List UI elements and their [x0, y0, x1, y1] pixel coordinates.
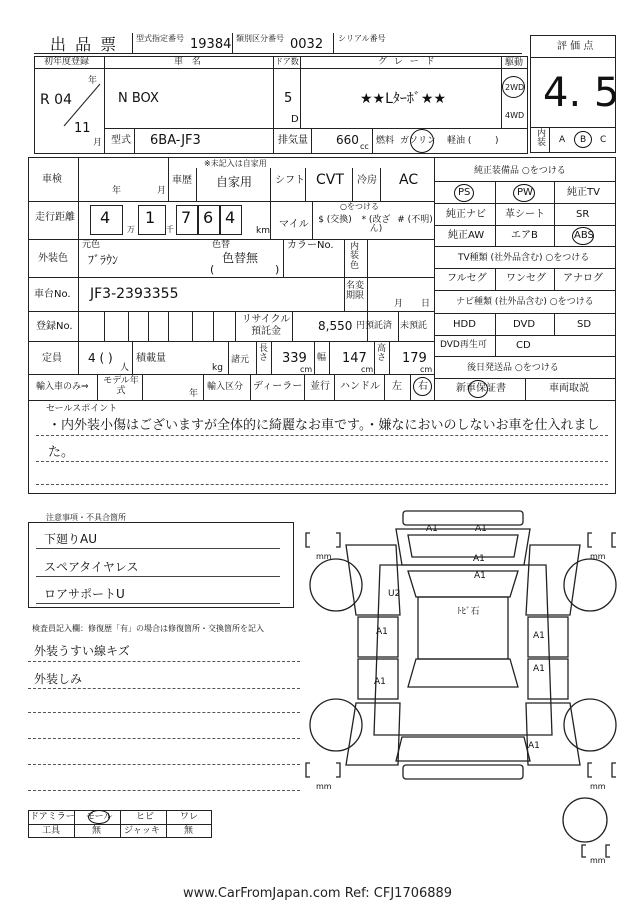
mark-left-front: U2	[388, 589, 401, 599]
mileage-digit-1: 4	[100, 208, 111, 227]
fuel-circle	[410, 129, 434, 153]
drive-2wd: 2WD	[505, 83, 525, 92]
model-label: 型式	[111, 135, 131, 146]
fuel-close: )	[495, 136, 499, 146]
equip-abs-circle	[572, 227, 594, 245]
grade-value: ★★Lﾀｰﾎﾞ★★	[360, 91, 447, 107]
mileage-digit-4: 6	[203, 208, 214, 227]
doors-value: 5	[284, 91, 293, 106]
color-change-paren-open: (	[210, 263, 215, 276]
color-no-label: カラーNo.	[287, 240, 334, 251]
reg-no-label: 登録No.	[36, 321, 73, 332]
sales-point-label: セールスポイント	[46, 404, 118, 414]
doors-sub: D	[291, 114, 299, 125]
meter-opt-unknown: # (不明)	[397, 215, 433, 225]
car-damage-diagram	[300, 505, 620, 865]
first-reg-year-unit: 年	[88, 76, 98, 86]
unregistered-note: ※未記入は自家用	[204, 159, 267, 168]
equip-airbag: エアB	[511, 230, 538, 241]
equip-leather: 革シート	[505, 209, 545, 220]
mark-left-door-1: A1	[376, 627, 388, 637]
recycle-status: 円預託済	[356, 321, 393, 331]
navi-dvd: DVD	[513, 319, 536, 330]
first-reg-year: R 04	[40, 92, 72, 108]
int-color-label: 内装色	[350, 242, 360, 271]
interior-grade-circle	[574, 131, 592, 148]
equip-abs: ABS	[574, 230, 594, 241]
docs-warranty-circle	[468, 380, 488, 398]
length-value: 339	[282, 351, 307, 366]
mark-windshield: ﾄﾋﾞ石	[457, 607, 480, 617]
category-label: 類別区分番号	[236, 34, 284, 43]
mile-label: マイル	[279, 219, 309, 230]
fuel-value: ガソリン	[400, 136, 437, 146]
acc-header-3: ヒビ	[136, 812, 155, 822]
dvd-playback: DVD再生可	[440, 340, 487, 350]
mileage-unit-sen: 千	[166, 225, 174, 234]
history-label: 車歴	[172, 175, 192, 186]
notes-label: 注意事項・不具合箇所	[46, 513, 126, 522]
shaken-year-unit: 年	[112, 186, 122, 196]
model-year-unit: 年	[189, 389, 199, 399]
equip-aw: 純正AW	[448, 230, 485, 241]
mileage-digit-5: 4	[225, 208, 236, 227]
shaken-month-unit: 月	[157, 186, 167, 196]
mm-spare: mm	[590, 856, 606, 865]
note-item-2: スペアタイヤレス	[44, 560, 139, 574]
ext-color-value: ﾌﾞﾗｳﾝ	[88, 253, 119, 267]
period-day: 日	[421, 299, 431, 309]
model-designation-value: 19384	[190, 37, 232, 52]
mm-rr: mm	[590, 782, 606, 791]
handle-right: 右	[418, 381, 428, 392]
mileage-unit-man: 万	[127, 225, 135, 234]
color-change-value: 色替無	[222, 251, 259, 265]
equip-sr: SR	[576, 209, 590, 220]
capacity-value: 4 ( )	[88, 351, 113, 365]
tv-oneseg: ワンセグ	[506, 273, 546, 284]
note-item-1: 下廻りAU	[44, 532, 97, 546]
acc-header-4: ワレ	[180, 812, 199, 822]
interior-grade-b: B	[580, 135, 587, 145]
document-title: 出 品 票	[50, 35, 119, 54]
color-change-label: 色替	[212, 240, 231, 250]
mark-left-door-2: A1	[374, 677, 386, 687]
ext-color-label: 外装色	[38, 253, 68, 264]
drive-label: 駆動	[505, 58, 524, 68]
mark-right-door-2: A1	[533, 664, 545, 674]
height-unit: cm	[420, 365, 433, 374]
model-designation-label: 型式指定番号	[136, 34, 184, 43]
chassis-label: 車台No.	[34, 289, 71, 300]
interior-grade-a: A	[559, 135, 566, 145]
dims-label: 諸元	[231, 355, 250, 365]
acc-row-3: ジャッキ	[124, 826, 160, 836]
first-reg-month-unit: 月	[93, 138, 103, 148]
meter-check-label: ○をつける	[340, 202, 379, 211]
parallel-label: 並行	[310, 381, 330, 392]
dealer-label: ディーラー	[253, 381, 303, 392]
doors-label: ドア数	[275, 57, 299, 66]
mileage-label: 走行距離	[35, 212, 75, 223]
handle-label: ハンドル	[340, 381, 380, 392]
drive-4wd: 4WD	[505, 111, 525, 120]
import-label: 輸入車のみ⇒	[36, 382, 89, 392]
note-item-3: ロアサポートU	[44, 587, 125, 601]
import-type-label: 輸入区分	[207, 382, 244, 392]
load-unit: kg	[212, 363, 223, 373]
meter-opt-tampered: * (改ざん)	[361, 215, 391, 234]
equip-ps: PS	[458, 187, 471, 198]
recycle-label: リサイクル預託金	[241, 314, 291, 337]
model-value: 6BA-JF3	[150, 133, 201, 148]
acc-header-2-circle	[86, 810, 113, 824]
watermark: www.CarFromJapan.com Ref: CFJ1706889	[183, 886, 453, 901]
width-label: 幅	[317, 353, 327, 363]
displacement-value: 660	[336, 133, 359, 147]
shift-value: CVT	[316, 172, 344, 188]
width-unit: cm	[361, 365, 374, 374]
first-reg-label: 初年度登録	[44, 57, 90, 67]
sales-point-line-1: ・内外装小傷はございますが全体的に綺麗なお車です。・嫌なにおいのしないお車を仕入れまし	[48, 418, 600, 433]
displacement-unit: cc	[360, 142, 369, 151]
period-month: 月	[394, 299, 404, 309]
interior-label: 内装	[537, 129, 547, 149]
serial-label: シリアル番号	[338, 34, 386, 43]
score-value: 4. 5	[543, 70, 620, 116]
fuel-label: 燃料	[376, 136, 395, 146]
drive-2wd-circle	[502, 76, 525, 98]
acc-row-2: 無	[92, 826, 102, 836]
equip-tv: 純正TV	[567, 187, 600, 198]
ac-value: AC	[399, 172, 419, 188]
tv-analog: アナログ	[563, 273, 603, 284]
color-change-paren-close: )	[275, 263, 280, 276]
acc-header-1: ドアミラー	[30, 812, 75, 822]
recycle-unpaid: 未預託	[400, 321, 428, 331]
chassis-value: JF3-2393355	[90, 286, 179, 302]
handle-left: 左	[392, 381, 402, 392]
docs-warranty: 新車保証書	[456, 383, 506, 394]
navi-sd: SD	[577, 319, 592, 330]
inspector-label: 検査員記入欄：修復歴「有」の場合は修復箇所・交換箇所を記入	[32, 624, 264, 633]
first-reg-month: 11	[74, 121, 91, 136]
acc-row-1: 工具	[42, 826, 61, 836]
mileage-digit-2: 1	[145, 208, 156, 227]
name-change-label: 名変期限	[346, 281, 365, 302]
history-value: 自家用	[216, 175, 253, 189]
fuel-alt: 軽油 (	[447, 136, 472, 146]
mark-front-1: A1	[426, 524, 438, 534]
orig-color-label: 元色	[82, 240, 101, 250]
mark-roof: A1	[474, 571, 486, 581]
meter-opt-exchange: $ (交換)	[318, 215, 352, 225]
height-label: 高さ	[377, 344, 387, 364]
length-label: 長さ	[259, 344, 269, 364]
mileage-km: km	[256, 226, 270, 236]
inspector-item-1: 外装うすい線キズ	[34, 644, 130, 658]
interior-grade-c: C	[600, 135, 607, 145]
category-value: 0032	[290, 37, 324, 52]
navi-hdd: HDD	[453, 319, 476, 330]
docs-title: 後日発送品 ○をつける	[467, 363, 559, 373]
score-label: 評 価 点	[557, 41, 594, 52]
mark-rear-right: A1	[528, 741, 540, 751]
recycle-value: 8,550	[318, 319, 353, 333]
length-unit: cm	[300, 365, 313, 374]
mm-fl: mm	[316, 552, 332, 561]
load-label: 積載量	[136, 353, 166, 364]
model-year-label: モデル年式	[103, 376, 139, 396]
mileage-digit-3: 7	[181, 208, 192, 227]
tv-title: TV種類 (社外品含む) ○をつける	[458, 253, 590, 263]
car-name: N BOX	[118, 91, 159, 106]
handle-right-circle	[413, 377, 432, 396]
tv-fullseg: フルセグ	[447, 273, 487, 284]
mark-hood: A1	[473, 554, 485, 564]
sales-point-line-2: た。	[48, 445, 75, 460]
equip-pw-circle	[513, 184, 535, 202]
ac-label: 冷房	[357, 175, 377, 186]
grade-label: グ レ ー ド	[378, 57, 437, 67]
width-value: 147	[342, 351, 367, 366]
mm-rl: mm	[316, 782, 332, 791]
capacity-unit: 人	[120, 363, 130, 373]
car-name-label: 車 名	[174, 57, 204, 67]
mm-fr: mm	[590, 552, 606, 561]
equip-pw: PW	[517, 187, 533, 198]
height-value: 179	[402, 351, 427, 366]
mark-right-door-1: A1	[533, 631, 545, 641]
cd-label: CD	[516, 340, 531, 351]
shaken-label: 車検	[42, 174, 62, 185]
navi-title: ナビ種類 (社外品含む) ○をつける	[456, 297, 594, 307]
displacement-label: 排気量	[278, 135, 308, 146]
equip-ps-circle	[454, 184, 474, 202]
equip-navi: 純正ナビ	[446, 209, 486, 220]
docs-manual: 車両取説	[549, 383, 589, 394]
equipment-title: 純正装備品 ○をつける	[474, 166, 566, 176]
shift-label: シフト	[275, 175, 305, 186]
capacity-label: 定員	[42, 353, 62, 364]
acc-header-2: モール	[86, 812, 113, 822]
mark-front-2: A1	[475, 524, 487, 534]
inspector-item-2: 外装しみ	[34, 672, 83, 686]
acc-row-4: 無	[184, 826, 194, 836]
